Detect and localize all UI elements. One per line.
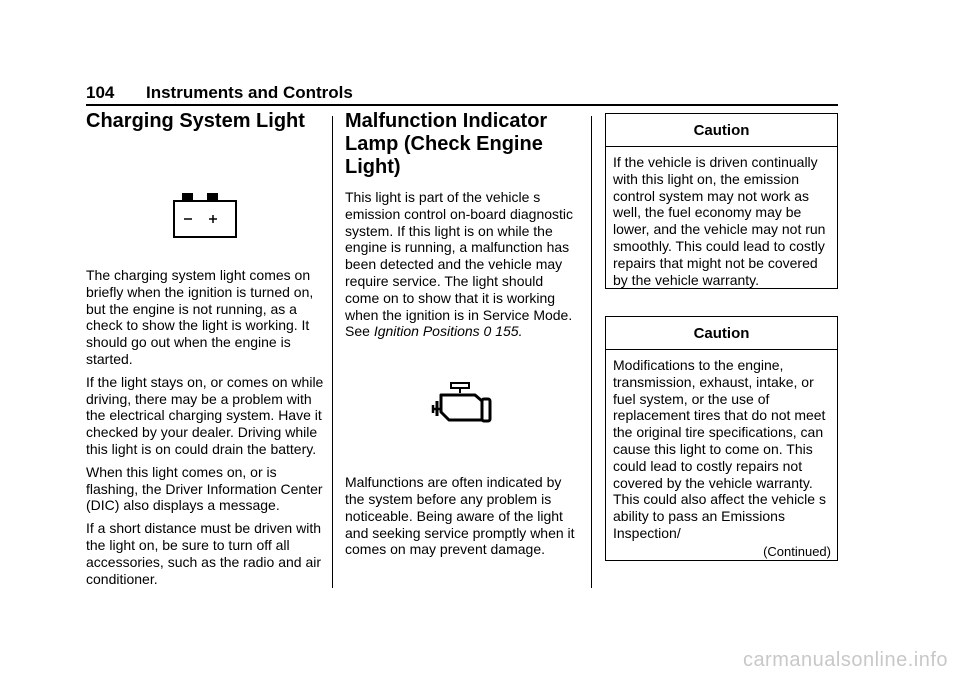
caution-text: Modifications to the engine, transmission, exhaust, intake, or fuel system, or the use of replacement tires that do not meet the original tire specifications, can cause this light to come on. This could lead to costly repairs not covered by the vehicle warranty. This could also affect the vehicle s ability to pass an Emissions Inspection/ bbox=[613, 357, 826, 541]
caution-title: Caution bbox=[606, 114, 837, 147]
check-engine-icon bbox=[345, 382, 577, 430]
column-malfunction-lamp bbox=[345, 110, 577, 564]
ref-end: . bbox=[518, 323, 523, 340]
paragraph: If a short distance must be driven with the light on, be sure to turn off all accessories, such as the radio and air conditioner. bbox=[86, 520, 322, 587]
page-number: 104 bbox=[86, 83, 115, 102]
cross-reference-link[interactable]: Ignition Positions bbox=[373, 323, 480, 340]
paragraph: When this light comes on, or is flashing, the Driver Information Center (DIC) also displays a message. bbox=[86, 463, 323, 514]
heading-charging-system: Charging System Light bbox=[86, 110, 305, 132]
section-title: Instruments and Controls bbox=[146, 83, 353, 102]
battery-icon bbox=[86, 193, 324, 239]
paragraph: If the light stays on, or comes on while driving, there may be a problem with the electrical charging system. Have it checked by your dealer. Driving while this light is on could drain the battery. bbox=[86, 373, 324, 457]
caution-box bbox=[605, 113, 838, 289]
watermark: carmanualsonline.info bbox=[742, 649, 948, 671]
column-divider bbox=[332, 116, 333, 588]
caution-body bbox=[606, 350, 837, 567]
page-header bbox=[86, 82, 838, 106]
paragraph-text: This light is part of the vehicle s emission control on-board diagnostic system. If this light is on while the engine is running, a malfunction has been detected and the vehicle may require service. The light should come on to show that it is working when the ignition is in Service Mode. See bbox=[345, 189, 574, 340]
caution-title: Caution bbox=[606, 317, 837, 350]
paragraph: The charging system light comes on briefly when the ignition is turned on, but the engine is not running, as a check to show the light is working. It should go out when the engine is started. bbox=[86, 267, 314, 367]
page-ref-arrow: 0 bbox=[483, 323, 492, 340]
column-divider bbox=[591, 116, 592, 588]
paragraph bbox=[345, 189, 577, 340]
continued-label: (Continued) bbox=[763, 543, 831, 559]
caution-text: If the vehicle is driven continually with this light on, the emission control system may not work as well, the fuel economy may be lower, and the vehicle may not run smoothly. This could lead to costly repairs that might not be covered by the vehicle warranty. bbox=[613, 154, 826, 288]
column-cautions bbox=[605, 113, 838, 561]
paragraph: Malfunctions are often indicated by the system before any problem is noticeable. Being aware of the light and seeking service promptly when it comes on may prevent damage. bbox=[345, 474, 575, 558]
column-charging-system bbox=[86, 110, 324, 593]
caution-body bbox=[606, 147, 837, 294]
page-ref-number[interactable]: 155 bbox=[495, 323, 519, 340]
caution-box bbox=[605, 316, 838, 561]
heading-malfunction-lamp: Malfunction Indicator Lamp (Check Engine Light) bbox=[345, 110, 548, 178]
